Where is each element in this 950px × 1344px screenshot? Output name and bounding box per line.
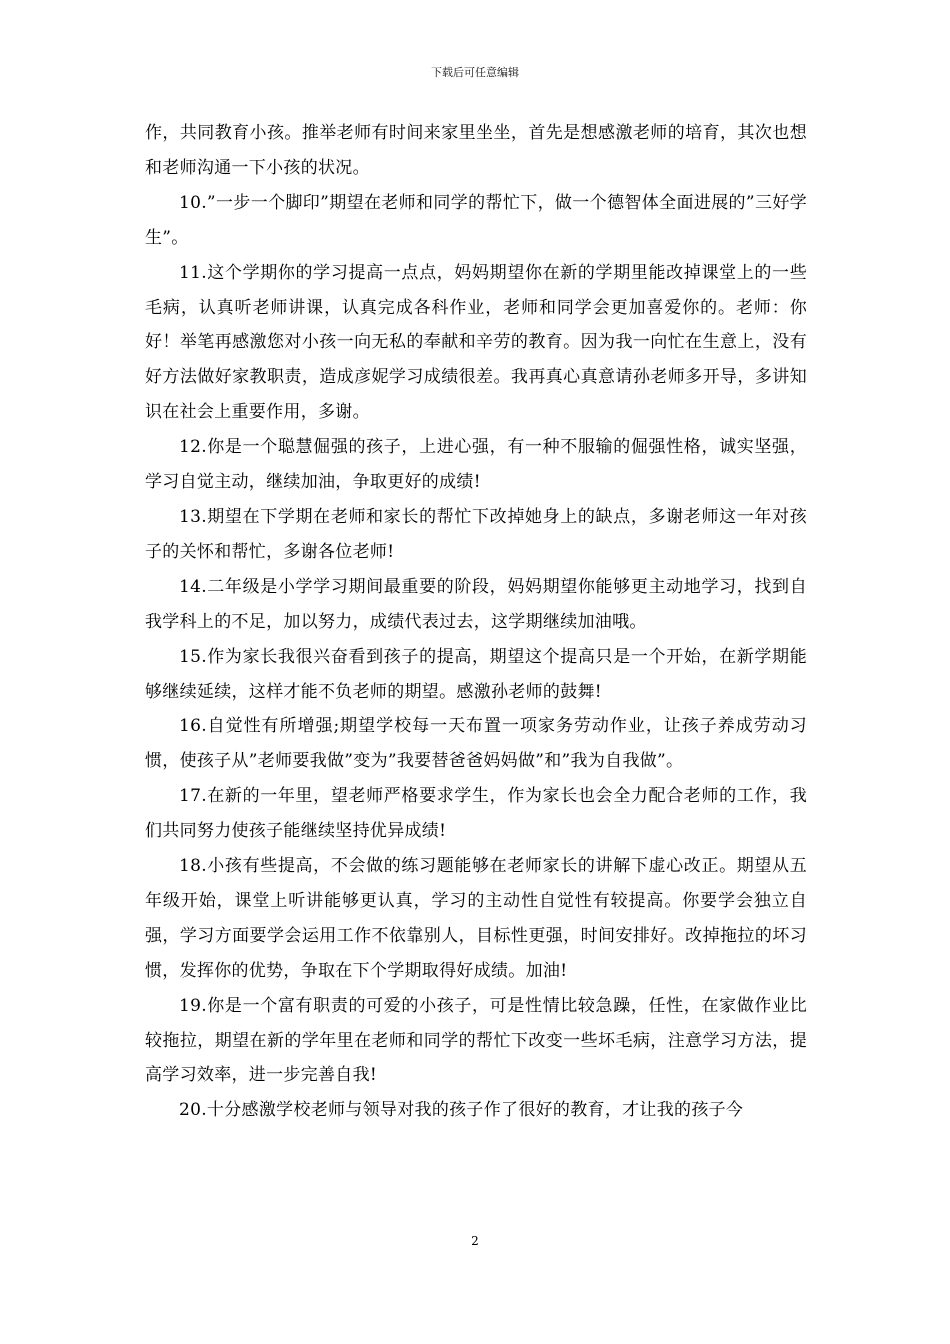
paragraph: 作，共同教育小孩。推举老师有时间来家里坐坐，首先是想感激老师的培育，其次也想和老师沟通一下小孩的状况。 bbox=[145, 123, 807, 178]
paragraph: 14.二年级是小学学习期间最重要的阶段，妈妈期望你能够更主动地学习，找到自我学科上的不足，加以努力，成绩代表过去，这学期继续加油哦。 bbox=[145, 576, 807, 632]
paragraph: 20.十分感激学校老师与领导对我的孩子作了很好的教育，才让我的孩子今 bbox=[179, 1100, 744, 1121]
paragraph: 18.小孩有些提高，不会做的练习题能够在老师家长的讲解下虚心改正。期望从五年级开始，课堂上听讲能够更认真，学习的主动性自觉性有较提高。你要学会独立自强，学习方面要学会运用工作不依靠别人，目标性更强，时间安排好。改掉拖拉的坏习惯，发挥你的优势，争取在下个学期取得好成绩。加油! bbox=[145, 856, 807, 981]
paragraph: 13.期望在下学期在老师和家长的帮忙下改掉她身上的缺点，多谢老师这一年对孩子的关怀和帮忙，多谢各位老师! bbox=[145, 506, 807, 562]
paragraph: 17.在新的一年里，望老师严格要求学生，作为家长也会全力配合老师的工作，我们共同努力使孩子能继续坚持优异成绩! bbox=[145, 786, 807, 842]
paragraph: 11.这个学期你的学习提高一点点，妈妈期望你在新的学期里能改掉课堂上的一些毛病，认真听老师讲课，认真完成各科作业，老师和同学会更加喜爱你的。老师：你好！举笔再感激您对小孩一向无私的奉献和辛劳的教育。因为我一向忙在生意上，没有好方法做好家教职责，造成彦妮学习成绩很差。我再真心真意请孙老师多开导，多讲知识在社会上重要作用，多谢。 bbox=[145, 262, 807, 423]
paragraph: 10.”一步一个脚印”期望在老师和同学的帮忙下，做一个德智体全面进展的”三好学生”。 bbox=[145, 192, 807, 248]
paragraph: 16.自觉性有所增强;期望学校每一天布置一项家务劳动作业，让孩子养成劳动习惯，使孩子从”老师要我做”变为”我要替爸爸妈妈做”和”我为自我做”。 bbox=[145, 716, 807, 772]
paragraph: 15.作为家长我很兴奋看到孩子的提高，期望这个提高只是一个开始，在新学期能够继续延续，这样才能不负老师的期望。感激孙老师的鼓舞! bbox=[145, 646, 807, 702]
page-number: 2 bbox=[471, 1234, 479, 1248]
paragraph: 12.你是一个聪慧倔强的孩子，上进心强，有一种不服输的倔强性格，诚实坚强，学习自觉主动，继续加油，争取更好的成绩! bbox=[145, 437, 807, 493]
paragraph: 19.你是一个富有职责的可爱的小孩子，可是性情比较急躁，任性，在家做作业比较拖拉，期望在新的学年里在老师和同学的帮忙下改变一些坏毛病，注意学习方法，提高学习效率，进一步完善自我! bbox=[145, 995, 807, 1086]
page-header: 下载后可任意编辑 bbox=[431, 66, 519, 79]
document-body bbox=[145, 116, 807, 1128]
